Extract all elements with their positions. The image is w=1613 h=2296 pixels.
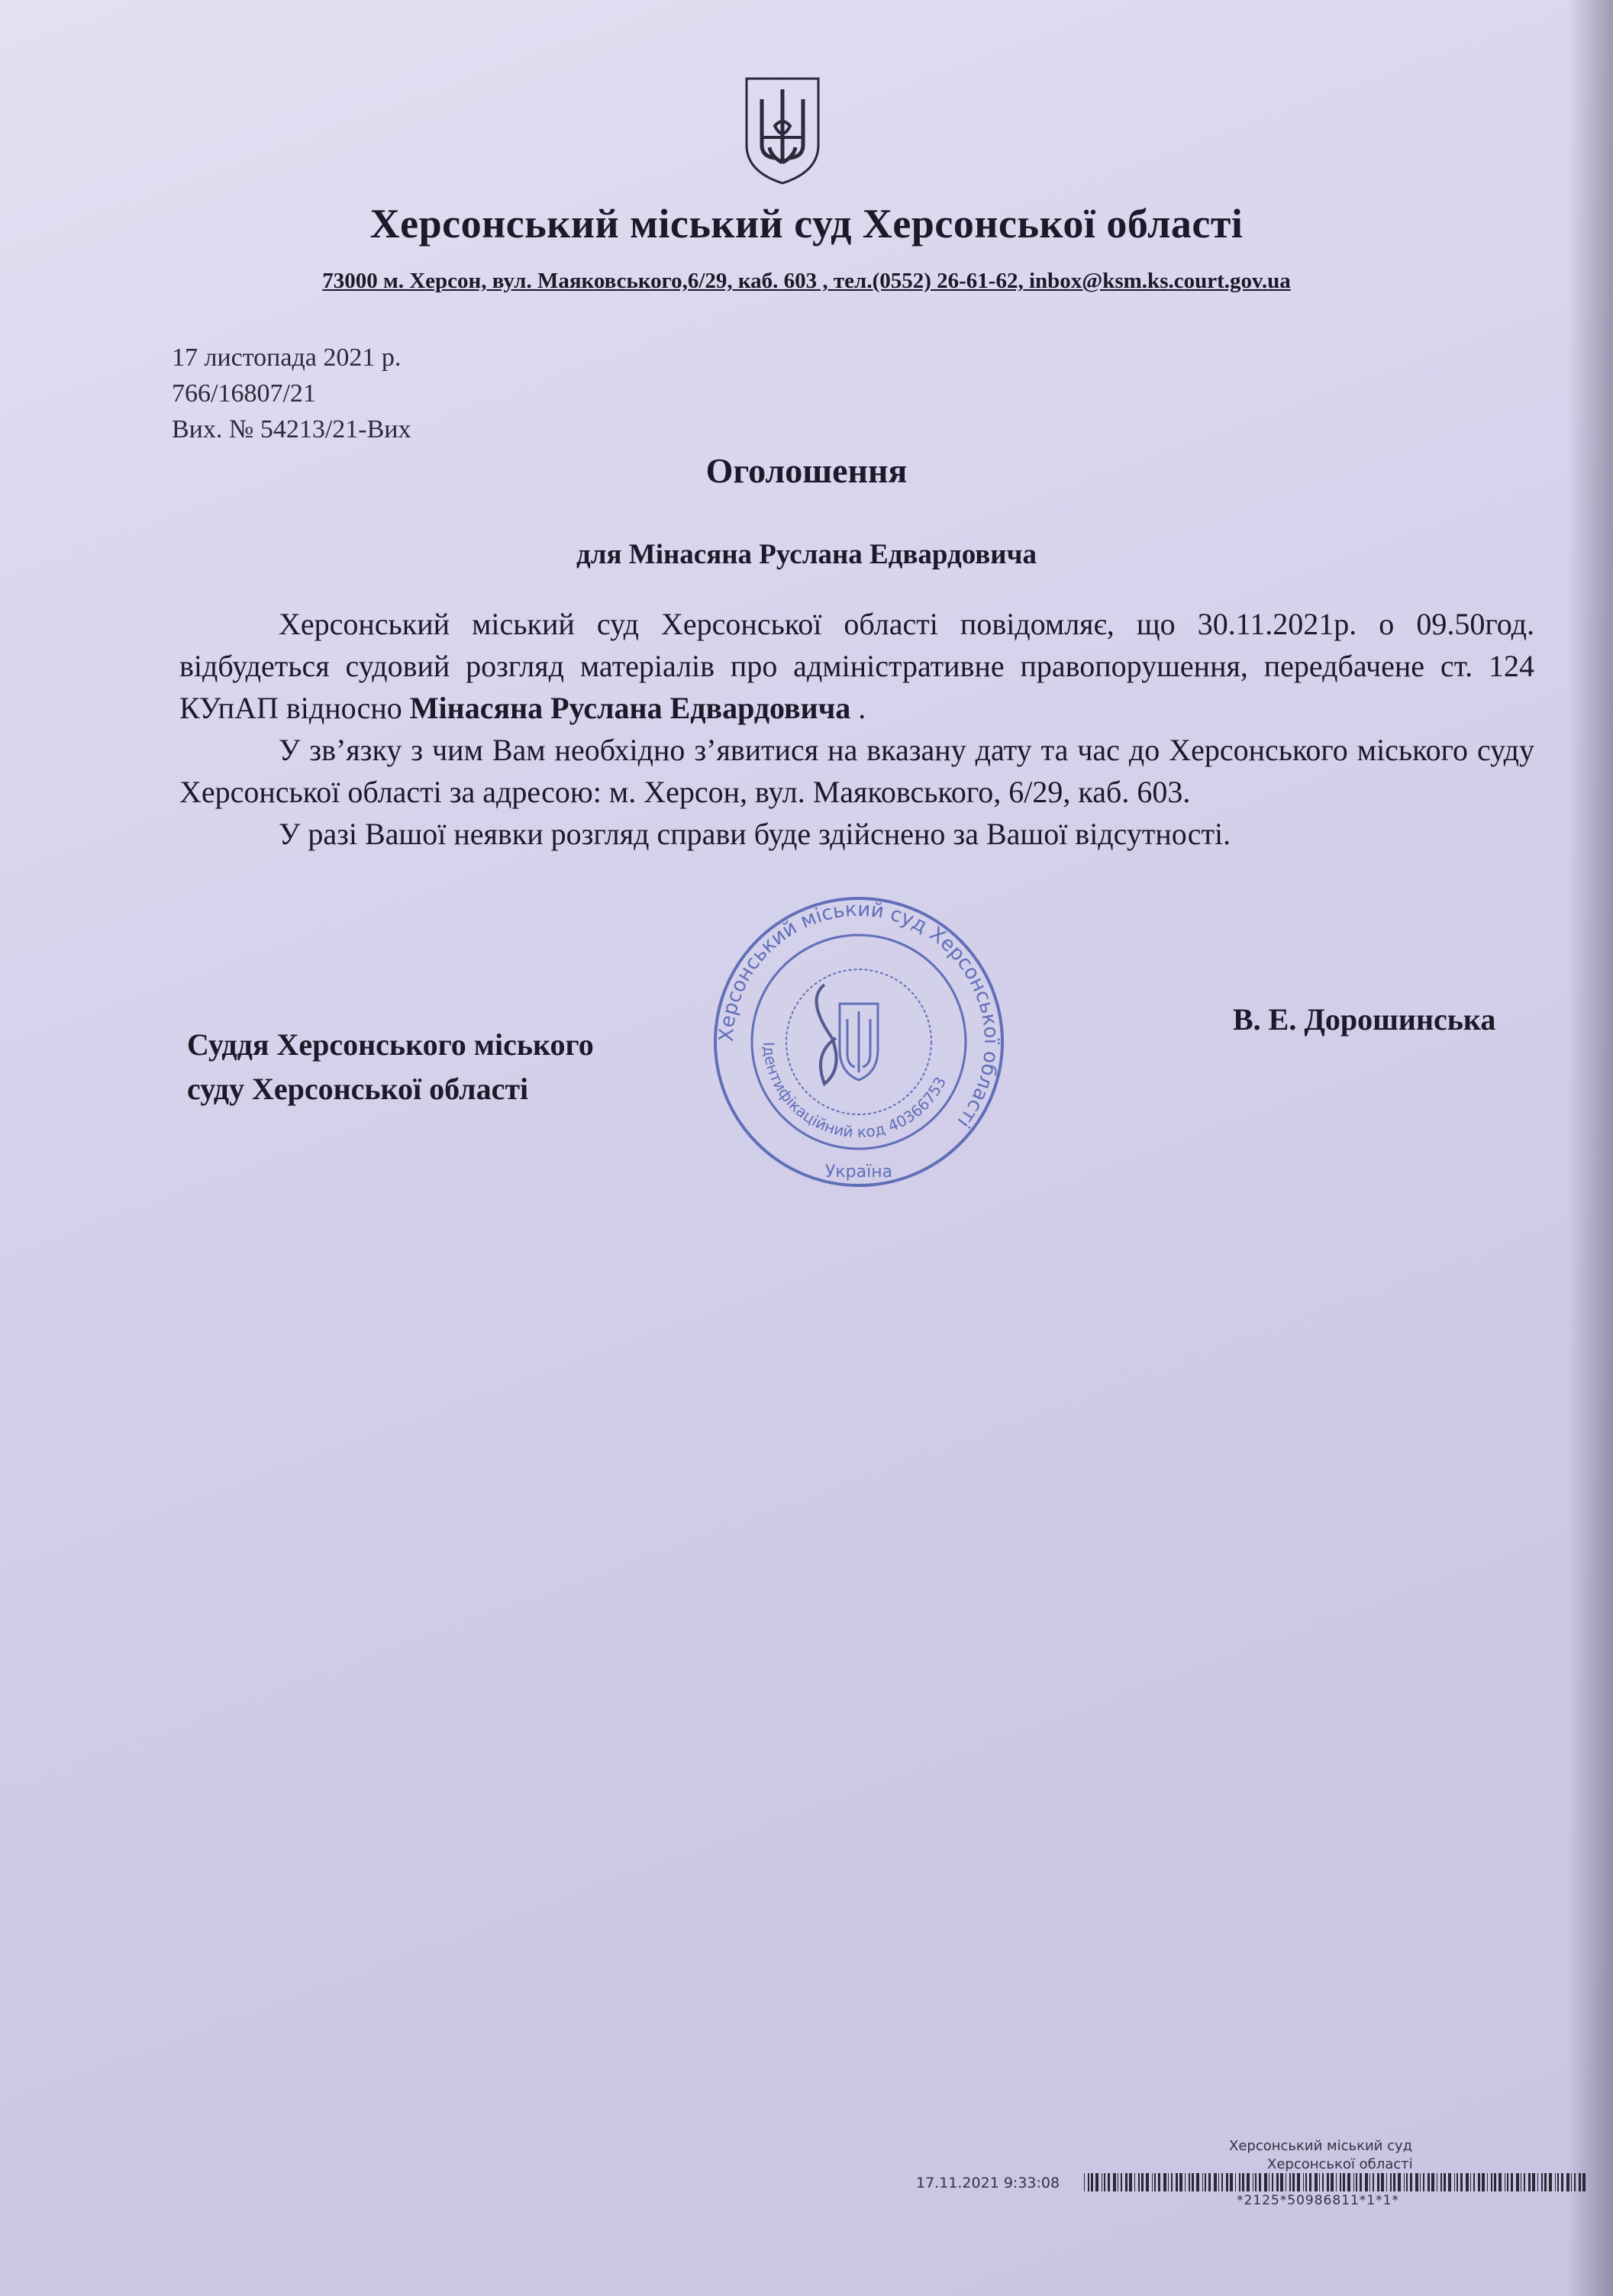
- court-name-heading: Херсонський міський суд Херсонської області: [369, 201, 1244, 247]
- paragraph-hearing-end: .: [850, 691, 866, 725]
- paragraph-hearing: [179, 603, 1534, 729]
- court-seal-stamp-icon: [710, 893, 1008, 1191]
- barcode-icon: [1084, 2173, 1588, 2191]
- registration-barcode: [916, 2133, 1588, 2210]
- stamp-outer-text: Херсонський міський суд Херсонської області: [715, 898, 1003, 1133]
- defendant-name: Мінасяна Руслана Едвардовича: [409, 691, 851, 725]
- judge-name: В. Е. Дорошинська: [1233, 1002, 1496, 1037]
- notice-title: Оголошення: [705, 451, 908, 490]
- stamp-bottom-text: Україна: [824, 1163, 893, 1182]
- trident-emblem-icon: [740, 73, 824, 187]
- notice-recipient: для Мінасяна Руслана Едвардовича: [576, 539, 1037, 570]
- stamp-inner-text: Ідентифікаційний код 40366753: [759, 1041, 950, 1142]
- judge-title-line1: Суддя Херсонського міського: [187, 1027, 594, 1062]
- judge-title: [187, 1023, 594, 1111]
- case-number: 766/16807/21: [172, 379, 316, 408]
- paragraph-appearance: У зв’язку з чим Вам необхідно з’явитися на вказану дату та час до Херсонського міського суду Херсонської області за адресою: м. Херсон, вул. Маяковського, 6/29, каб. 603.: [179, 733, 1534, 809]
- notice-body: [179, 603, 1534, 855]
- paragraph-absence: У разі Вашої неявки розгляд справи буде здійснено за Вашої відсутності.: [279, 817, 1231, 851]
- svg-text:Ідентифікаційний код 40366753: [760, 1042, 950, 1142]
- barcode-timestamp: 17.11.2021 9:33:08: [916, 2175, 1060, 2191]
- document-date: 17 листопада 2021 р.: [172, 343, 402, 372]
- document-meta: [172, 340, 411, 447]
- outgoing-number: Вих. № 54213/21-Вих: [172, 415, 411, 443]
- barcode-org-line2: Херсонської області: [1267, 2156, 1413, 2172]
- barcode-code: *2125*50986811*1*1*: [1237, 2193, 1399, 2208]
- paragraph-hearing-text: Херсонський міський суд Херсонської області повідомляє, що 30.11.2021р. о 09.50год. відбудеться судовий розгляд матеріалів про адміністративне правопорушення, передбачене ст. 124 КУпАП відносно: [179, 607, 1534, 725]
- barcode-org-line1: Херсонський міський суд: [1229, 2138, 1413, 2154]
- court-address: 73000 м. Херсон, вул. Маяковського,6/29, каб. 603 , тел.(0552) 26-61-62, inbox@ksm.ks.court.gov.ua: [322, 269, 1291, 293]
- judge-title-line2: суду Херсонської області: [187, 1072, 529, 1106]
